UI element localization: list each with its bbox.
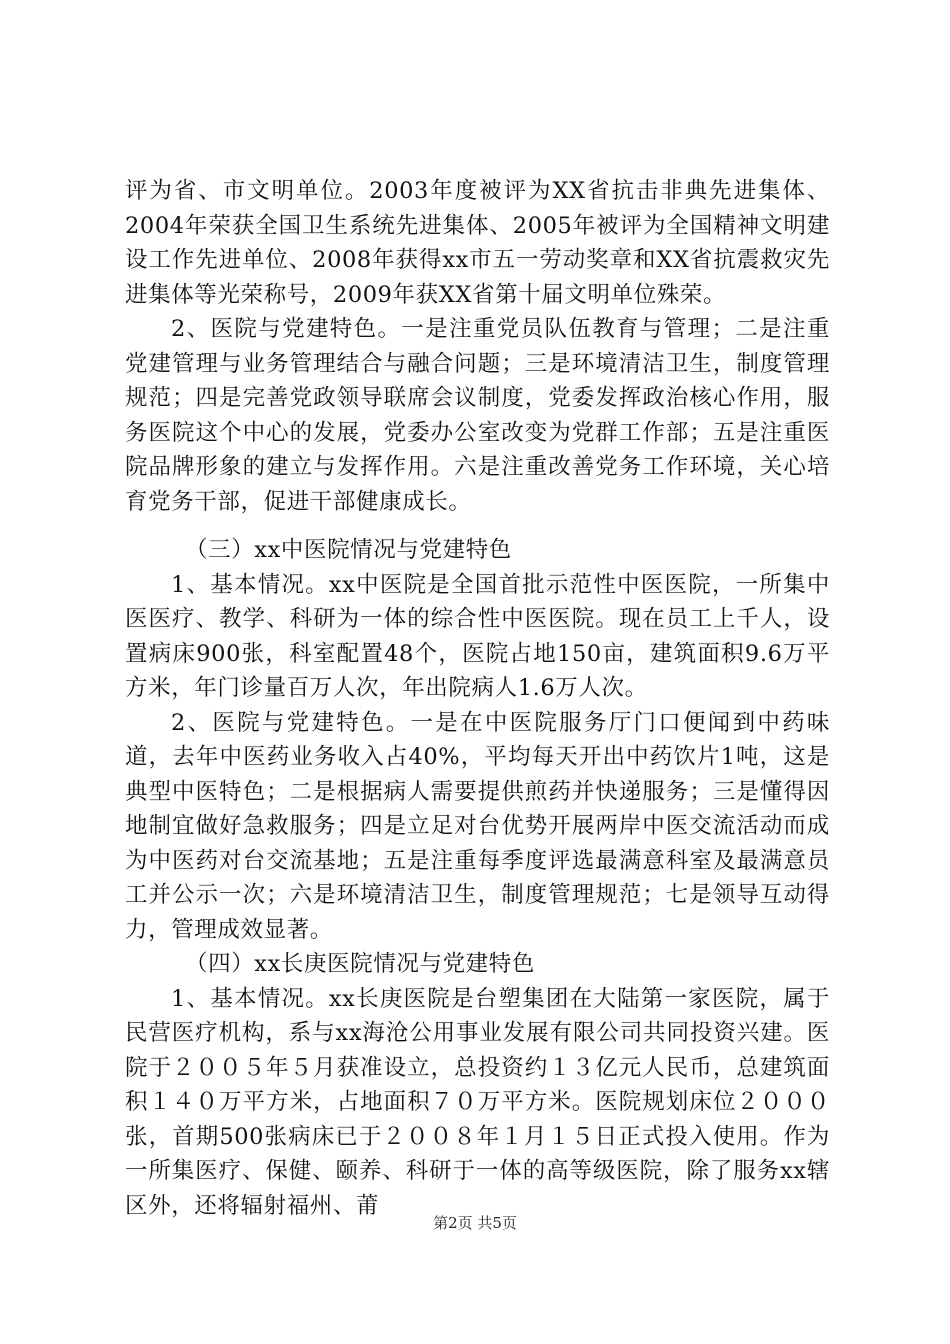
paragraph-party-features-1: 2、医院与党建特色。一是注重党员队伍教育与管理；二是注重党建管理与业务管理结合与融合问题；三是环境清洁卫生，制度管理规范；四是完善党政领导联席会议制度，党委发挥政治核心作用，服务医院这个中心的发展，党委办公室改变为党群工作部；五是注重医院品牌形象的建立与发挥作用。六是注重改善党务工作环境，关心培育党务干部，促进干部健康成长。 (125, 316, 830, 515)
section-heading-3: （三）xx中医院情况与党建特色 (185, 537, 512, 563)
paragraph-basic-info-tcm: 1、基本情况。xx中医院是全国首批示范性中医医院，一所集中医医疗、教学、科研为一体的综合性中医医院。现在员工上千人，设置病床900张，科室配置48个，医院占地150亩，建筑面积9.6万平方米，年门诊量百万人次，年出院病人1.6万人次。 (125, 571, 830, 701)
paragraph-basic-info-changgung: 1、基本情况。xx长庚医院是台塑集团在大陆第一家医院，属于民营医疗机构，系与xx海沧公用事业发展有限公司共同投资兴建。医院于２００５年５月获准设立，总投资约１３亿元人民币，总建筑面积１４０万平方米，占地面积７０万平方米。医院规划床位２０００张，首期500张病床已于２００８年１月１５日正式投入使用。作为一所集医疗、保健、颐养、科研于一体的高等级医院，除了服务xx辖区外，还将辐射福州、莆 (125, 985, 830, 1219)
section-heading-4: （四）xx长庚医院情况与党建特色 (185, 951, 535, 977)
section-spacer (125, 519, 830, 533)
paragraph-party-features-tcm: 2、医院与党建特色。一是在中医院服务厅门口便闻到中药味道，去年中医药业务收入占40%，平均每天开出中药饮片1吨，这是典型中医特色；二是根据病人需要提供煎药并快递服务；三是懂得因地制宜做好急救服务；四是立足对台优势开展两岸中医交流活动而成为中医药对台交流基地；五是注重每季度评选最满意科室及最满意员工并公示一次；六是环境清洁卫生，制度管理规范；七是领导互动得力，管理成效显著。 (125, 709, 830, 943)
page-footer: 第2页 共5页 (433, 1214, 517, 1232)
paragraph-honors: 评为省、市文明单位。2003年度被评为XX省抗击非典先进集体、2004年荣获全国卫生系统先进集体、2005年被评为全国精神文明建设工作先进单位、2008年获得xx市五一劳动奖章和XX省抗震救灾先进集体等光荣称号，2009年获XX省第十届文明单位殊荣。 (125, 178, 830, 308)
document-body (125, 174, 830, 1223)
